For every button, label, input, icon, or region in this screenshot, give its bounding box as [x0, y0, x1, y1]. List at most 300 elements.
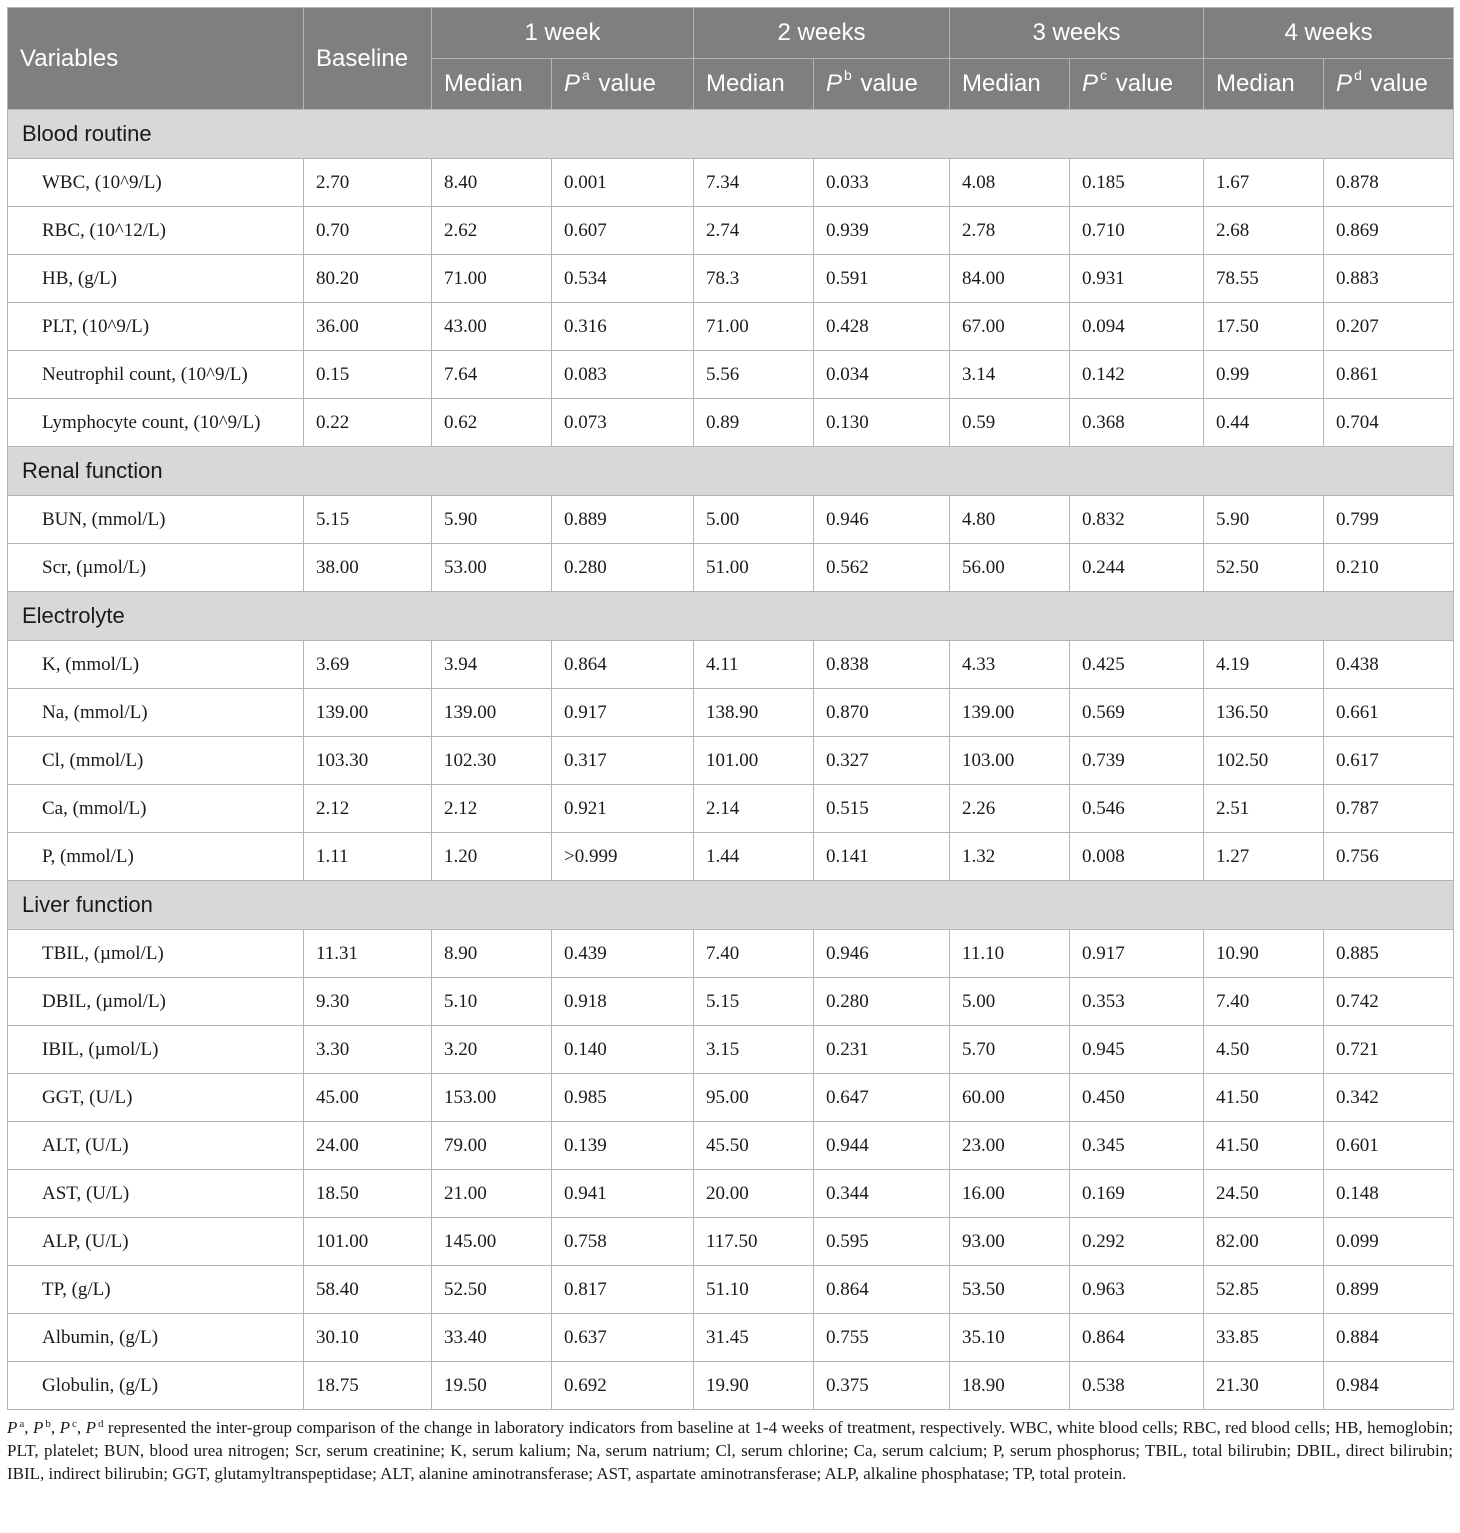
header-median-week-2: Median	[694, 59, 814, 110]
value-cell: 0.70	[304, 207, 432, 255]
value-cell: 0.99	[1204, 351, 1324, 399]
value-cell: 7.40	[1204, 978, 1324, 1026]
p-symbol: P	[1336, 70, 1353, 97]
variable-name-cell: TBIL, (µmol/L)	[8, 930, 304, 978]
table-row	[8, 255, 1454, 303]
value-cell: 0.918	[552, 978, 694, 1026]
value-cell: 0.344	[814, 1170, 950, 1218]
value-cell: 0.917	[552, 689, 694, 737]
variable-name-cell: Lymphocyte count, (10^9/L)	[8, 399, 304, 447]
value-cell: 0.755	[814, 1314, 950, 1362]
value-cell: 33.85	[1204, 1314, 1324, 1362]
value-cell: 145.00	[432, 1218, 552, 1266]
section-title: Liver function	[8, 881, 1454, 930]
table-row	[8, 737, 1454, 785]
value-cell: 0.864	[1070, 1314, 1204, 1362]
footnote-p-symbol: P	[7, 1418, 18, 1437]
value-cell: 0.130	[814, 399, 950, 447]
p-symbol: P	[1082, 70, 1099, 97]
value-cell: 139.00	[304, 689, 432, 737]
header-week-1: 1 week	[432, 8, 694, 59]
header-p-value-week-3	[1070, 59, 1204, 110]
table-row	[8, 1218, 1454, 1266]
footnote-text: represented the inter-group comparison of the change in laboratory indicators from baseline at 1-4 weeks of treatment, respectively. WBC, white blood cells; RBC, red blood cells; HB, hemoglobin; PLT, platelet; BUN, blood urea nitrogen; Scr, serum creatinine; K, serum kalium; Na, serum natrium; Cl, serum chlorine; Ca, serum calcium; P, serum phosphorus; TBIL, total bilirubin; DBIL, direct bilirubin; IBIL, indirect bilirubin; GGT, glutamyltranspeptidase; ALT, alanine aminotransferase; AST, aspartate aminotransferase; ALP, alkaline phosphatase; TP, total protein.	[7, 1418, 1454, 1483]
footnote-separator: ,	[76, 1418, 86, 1437]
header-week-3: 3 weeks	[950, 8, 1204, 59]
value-cell: 0.637	[552, 1314, 694, 1362]
variable-name-cell: DBIL, (µmol/L)	[8, 978, 304, 1026]
value-cell: 0.140	[552, 1026, 694, 1074]
value-cell: 102.50	[1204, 737, 1324, 785]
value-cell: 1.44	[694, 833, 814, 881]
variable-name-cell: Na, (mmol/L)	[8, 689, 304, 737]
header-median-week-4: Median	[1204, 59, 1324, 110]
value-cell: 139.00	[432, 689, 552, 737]
value-cell: 0.946	[814, 930, 950, 978]
p-superscript: d	[1354, 67, 1362, 83]
value-cell: 0.884	[1324, 1314, 1454, 1362]
value-cell: 51.10	[694, 1266, 814, 1314]
table-row	[8, 1026, 1454, 1074]
value-cell: 0.984	[1324, 1362, 1454, 1410]
value-cell: 24.00	[304, 1122, 432, 1170]
value-cell: 138.90	[694, 689, 814, 737]
header-p-value-week-1	[552, 59, 694, 110]
table-footnote	[7, 1416, 1453, 1485]
value-cell: 0.345	[1070, 1122, 1204, 1170]
value-cell: 4.80	[950, 496, 1070, 544]
results-table-container	[7, 7, 1453, 1485]
value-cell: 8.40	[432, 159, 552, 207]
value-cell: 0.917	[1070, 930, 1204, 978]
value-cell: 0.538	[1070, 1362, 1204, 1410]
value-cell: 0.931	[1070, 255, 1204, 303]
table-row	[8, 641, 1454, 689]
value-cell: 0.210	[1324, 544, 1454, 592]
value-cell: 0.292	[1070, 1218, 1204, 1266]
footnote-p-symbol: P	[59, 1418, 70, 1437]
value-cell: 0.231	[814, 1026, 950, 1074]
value-cell: 0.939	[814, 207, 950, 255]
value-cell: 21.00	[432, 1170, 552, 1218]
value-cell: 2.12	[432, 785, 552, 833]
value-cell: 0.591	[814, 255, 950, 303]
value-cell: 5.10	[432, 978, 552, 1026]
value-cell: 0.141	[814, 833, 950, 881]
value-cell: 0.375	[814, 1362, 950, 1410]
table-row	[8, 833, 1454, 881]
value-cell: 2.70	[304, 159, 432, 207]
value-cell: 67.00	[950, 303, 1070, 351]
value-cell: 31.45	[694, 1314, 814, 1362]
value-cell: 84.00	[950, 255, 1070, 303]
value-cell: 41.50	[1204, 1122, 1324, 1170]
value-cell: 19.90	[694, 1362, 814, 1410]
table-row	[8, 159, 1454, 207]
value-cell: 0.008	[1070, 833, 1204, 881]
value-cell: 117.50	[694, 1218, 814, 1266]
p-symbol: P	[826, 70, 843, 97]
variable-name-cell: Scr, (µmol/L)	[8, 544, 304, 592]
value-cell: 56.00	[950, 544, 1070, 592]
value-cell: 4.50	[1204, 1026, 1324, 1074]
value-cell: 0.353	[1070, 978, 1204, 1026]
variable-name-cell: WBC, (10^9/L)	[8, 159, 304, 207]
value-cell: 0.148	[1324, 1170, 1454, 1218]
value-cell: 0.787	[1324, 785, 1454, 833]
variable-name-cell: IBIL, (µmol/L)	[8, 1026, 304, 1074]
value-cell: 103.00	[950, 737, 1070, 785]
value-cell: 2.78	[950, 207, 1070, 255]
table-row	[8, 1122, 1454, 1170]
table-row	[8, 496, 1454, 544]
footnote-p-symbol: P	[32, 1418, 44, 1437]
value-cell: 0.099	[1324, 1218, 1454, 1266]
value-cell: 51.00	[694, 544, 814, 592]
value-cell: 0.883	[1324, 255, 1454, 303]
value-cell: 58.40	[304, 1266, 432, 1314]
value-cell: 41.50	[1204, 1074, 1324, 1122]
value-cell: 95.00	[694, 1074, 814, 1122]
value-cell: 0.094	[1070, 303, 1204, 351]
value-cell: 45.00	[304, 1074, 432, 1122]
variable-name-cell: Cl, (mmol/L)	[8, 737, 304, 785]
value-cell: 0.001	[552, 159, 694, 207]
variable-name-cell: PLT, (10^9/L)	[8, 303, 304, 351]
value-word: value	[598, 70, 656, 97]
value-cell: 0.62	[432, 399, 552, 447]
value-cell: 71.00	[694, 303, 814, 351]
table-row	[8, 1266, 1454, 1314]
variable-name-cell: Albumin, (g/L)	[8, 1314, 304, 1362]
value-cell: 0.15	[304, 351, 432, 399]
value-cell: 7.40	[694, 930, 814, 978]
header-baseline: Baseline	[304, 8, 432, 110]
value-cell: 0.562	[814, 544, 950, 592]
value-cell: 0.870	[814, 689, 950, 737]
value-cell: 139.00	[950, 689, 1070, 737]
footnote-p-superscript: b	[45, 1418, 51, 1430]
table-row	[8, 1362, 1454, 1410]
value-cell: 0.607	[552, 207, 694, 255]
value-cell: 0.22	[304, 399, 432, 447]
value-cell: 0.280	[552, 544, 694, 592]
value-cell: 0.617	[1324, 737, 1454, 785]
value-cell: 18.75	[304, 1362, 432, 1410]
header-p-value-week-2	[814, 59, 950, 110]
value-cell: 0.439	[552, 930, 694, 978]
section-row	[8, 447, 1454, 496]
value-cell: 78.55	[1204, 255, 1324, 303]
value-cell: 0.817	[552, 1266, 694, 1314]
value-cell: 10.90	[1204, 930, 1324, 978]
value-cell: 1.11	[304, 833, 432, 881]
value-cell: 53.00	[432, 544, 552, 592]
value-cell: 136.50	[1204, 689, 1324, 737]
value-cell: 4.19	[1204, 641, 1324, 689]
variable-name-cell: RBC, (10^12/L)	[8, 207, 304, 255]
section-title: Blood routine	[8, 110, 1454, 159]
value-cell: 4.08	[950, 159, 1070, 207]
value-cell: 1.20	[432, 833, 552, 881]
value-cell: 5.15	[304, 496, 432, 544]
value-cell: 2.14	[694, 785, 814, 833]
section-row	[8, 592, 1454, 641]
variable-name-cell: K, (mmol/L)	[8, 641, 304, 689]
header-median-week-3: Median	[950, 59, 1070, 110]
value-cell: 38.00	[304, 544, 432, 592]
value-cell: 78.3	[694, 255, 814, 303]
header-variables: Variables	[8, 8, 304, 110]
value-cell: 0.185	[1070, 159, 1204, 207]
value-cell: 0.899	[1324, 1266, 1454, 1314]
table-row	[8, 978, 1454, 1026]
value-cell: 0.739	[1070, 737, 1204, 785]
table-row	[8, 544, 1454, 592]
value-cell: 0.368	[1070, 399, 1204, 447]
variable-name-cell: Globulin, (g/L)	[8, 1362, 304, 1410]
value-cell: 0.316	[552, 303, 694, 351]
header-week-4: 4 weeks	[1204, 8, 1454, 59]
value-cell: 0.207	[1324, 303, 1454, 351]
value-cell: 0.601	[1324, 1122, 1454, 1170]
value-cell: 0.864	[552, 641, 694, 689]
value-cell: 0.534	[552, 255, 694, 303]
table-row	[8, 689, 1454, 737]
value-cell: 0.692	[552, 1362, 694, 1410]
value-cell: 0.878	[1324, 159, 1454, 207]
value-cell: 3.30	[304, 1026, 432, 1074]
table-row	[8, 1074, 1454, 1122]
value-cell: 21.30	[1204, 1362, 1324, 1410]
value-cell: 0.832	[1070, 496, 1204, 544]
value-cell: 1.27	[1204, 833, 1324, 881]
value-cell: 18.90	[950, 1362, 1070, 1410]
value-word: value	[1115, 70, 1174, 97]
value-cell: 0.073	[552, 399, 694, 447]
variable-name-cell: ALT, (U/L)	[8, 1122, 304, 1170]
table-row	[8, 207, 1454, 255]
table-row	[8, 785, 1454, 833]
variable-name-cell: HB, (g/L)	[8, 255, 304, 303]
value-cell: 0.317	[552, 737, 694, 785]
value-cell: 1.32	[950, 833, 1070, 881]
value-cell: 5.70	[950, 1026, 1070, 1074]
value-cell: 2.62	[432, 207, 552, 255]
header-row-weeks	[8, 8, 1454, 59]
value-cell: 0.941	[552, 1170, 694, 1218]
value-cell: 0.515	[814, 785, 950, 833]
value-cell: 9.30	[304, 978, 432, 1026]
value-cell: 153.00	[432, 1074, 552, 1122]
p-superscript: b	[844, 67, 852, 83]
footnote-p-superscript: c	[71, 1418, 77, 1430]
value-word: value	[860, 70, 918, 97]
footnote-p-symbol: P	[85, 1418, 96, 1437]
value-cell: 0.889	[552, 496, 694, 544]
value-cell: 93.00	[950, 1218, 1070, 1266]
value-cell: 0.838	[814, 641, 950, 689]
value-cell: 0.647	[814, 1074, 950, 1122]
variable-name-cell: AST, (U/L)	[8, 1170, 304, 1218]
value-cell: 0.280	[814, 978, 950, 1026]
value-cell: 24.50	[1204, 1170, 1324, 1218]
value-cell: 36.00	[304, 303, 432, 351]
value-cell: 4.11	[694, 641, 814, 689]
value-word: value	[1370, 70, 1428, 97]
value-cell: 18.50	[304, 1170, 432, 1218]
value-cell: 52.50	[432, 1266, 552, 1314]
footnote-separator: ,	[24, 1418, 33, 1437]
value-cell: 0.944	[814, 1122, 950, 1170]
footnote-p-superscript: a	[19, 1418, 25, 1430]
variable-name-cell: BUN, (mmol/L)	[8, 496, 304, 544]
value-cell: 5.00	[694, 496, 814, 544]
value-cell: 0.946	[814, 496, 950, 544]
section-title: Renal function	[8, 447, 1454, 496]
p-superscript: c	[1100, 67, 1108, 83]
value-cell: 43.00	[432, 303, 552, 351]
value-cell: 52.85	[1204, 1266, 1324, 1314]
value-cell: 8.90	[432, 930, 552, 978]
value-cell: 0.428	[814, 303, 950, 351]
value-cell: 33.40	[432, 1314, 552, 1362]
value-cell: 0.438	[1324, 641, 1454, 689]
value-cell: 0.546	[1070, 785, 1204, 833]
value-cell: 0.169	[1070, 1170, 1204, 1218]
value-cell: 0.569	[1070, 689, 1204, 737]
variable-name-cell: TP, (g/L)	[8, 1266, 304, 1314]
value-cell: 0.44	[1204, 399, 1324, 447]
value-cell: 0.139	[552, 1122, 694, 1170]
value-cell: 0.885	[1324, 930, 1454, 978]
value-cell: 30.10	[304, 1314, 432, 1362]
value-cell: 5.15	[694, 978, 814, 1026]
value-cell: 0.756	[1324, 833, 1454, 881]
value-cell: 2.68	[1204, 207, 1324, 255]
value-cell: 101.00	[694, 737, 814, 785]
value-cell: 0.450	[1070, 1074, 1204, 1122]
table-body	[8, 110, 1454, 1410]
value-cell: >0.999	[552, 833, 694, 881]
value-cell: 3.20	[432, 1026, 552, 1074]
table-row	[8, 930, 1454, 978]
value-cell: 102.30	[432, 737, 552, 785]
variable-name-cell: Neutrophil count, (10^9/L)	[8, 351, 304, 399]
section-row	[8, 110, 1454, 159]
value-cell: 20.00	[694, 1170, 814, 1218]
value-cell: 2.51	[1204, 785, 1324, 833]
value-cell: 3.15	[694, 1026, 814, 1074]
value-cell: 52.50	[1204, 544, 1324, 592]
value-cell: 3.94	[432, 641, 552, 689]
header-p-value-week-4	[1324, 59, 1454, 110]
value-cell: 5.56	[694, 351, 814, 399]
section-title: Electrolyte	[8, 592, 1454, 641]
value-cell: 101.00	[304, 1218, 432, 1266]
value-cell: 0.59	[950, 399, 1070, 447]
value-cell: 79.00	[432, 1122, 552, 1170]
value-cell: 0.921	[552, 785, 694, 833]
value-cell: 80.20	[304, 255, 432, 303]
value-cell: 5.00	[950, 978, 1070, 1026]
value-cell: 1.67	[1204, 159, 1324, 207]
value-cell: 0.425	[1070, 641, 1204, 689]
value-cell: 3.14	[950, 351, 1070, 399]
value-cell: 2.74	[694, 207, 814, 255]
variable-name-cell: ALP, (U/L)	[8, 1218, 304, 1266]
value-cell: 0.704	[1324, 399, 1454, 447]
value-cell: 0.327	[814, 737, 950, 785]
table-row	[8, 1314, 1454, 1362]
value-cell: 11.10	[950, 930, 1070, 978]
value-cell: 0.89	[694, 399, 814, 447]
value-cell: 53.50	[950, 1266, 1070, 1314]
value-cell: 0.721	[1324, 1026, 1454, 1074]
value-cell: 45.50	[694, 1122, 814, 1170]
p-symbol: P	[564, 70, 581, 97]
value-cell: 0.963	[1070, 1266, 1204, 1314]
footnote-p-superscript: d	[97, 1418, 104, 1430]
value-cell: 23.00	[950, 1122, 1070, 1170]
value-cell: 0.595	[814, 1218, 950, 1266]
value-cell: 0.799	[1324, 496, 1454, 544]
value-cell: 5.90	[1204, 496, 1324, 544]
variable-name-cell: GGT, (U/L)	[8, 1074, 304, 1122]
table-header	[8, 8, 1454, 110]
value-cell: 0.142	[1070, 351, 1204, 399]
lab-indicators-table	[7, 7, 1454, 1410]
value-cell: 0.033	[814, 159, 950, 207]
variable-name-cell: Ca, (mmol/L)	[8, 785, 304, 833]
value-cell: 0.661	[1324, 689, 1454, 737]
value-cell: 0.710	[1070, 207, 1204, 255]
value-cell: 0.861	[1324, 351, 1454, 399]
variable-name-cell: P, (mmol/L)	[8, 833, 304, 881]
value-cell: 0.985	[552, 1074, 694, 1122]
value-cell: 17.50	[1204, 303, 1324, 351]
value-cell: 0.342	[1324, 1074, 1454, 1122]
value-cell: 71.00	[432, 255, 552, 303]
value-cell: 103.30	[304, 737, 432, 785]
table-row	[8, 351, 1454, 399]
value-cell: 16.00	[950, 1170, 1070, 1218]
section-row	[8, 881, 1454, 930]
value-cell: 7.64	[432, 351, 552, 399]
header-median-week-1: Median	[432, 59, 552, 110]
value-cell: 82.00	[1204, 1218, 1324, 1266]
footnote-separator: ,	[50, 1418, 60, 1437]
header-week-2: 2 weeks	[694, 8, 950, 59]
value-cell: 4.33	[950, 641, 1070, 689]
value-cell: 0.742	[1324, 978, 1454, 1026]
table-row	[8, 399, 1454, 447]
value-cell: 11.31	[304, 930, 432, 978]
value-cell: 0.864	[814, 1266, 950, 1314]
value-cell: 7.34	[694, 159, 814, 207]
value-cell: 19.50	[432, 1362, 552, 1410]
value-cell: 0.869	[1324, 207, 1454, 255]
table-row	[8, 303, 1454, 351]
value-cell: 0.244	[1070, 544, 1204, 592]
value-cell: 3.69	[304, 641, 432, 689]
table-row	[8, 1170, 1454, 1218]
value-cell: 2.12	[304, 785, 432, 833]
value-cell: 35.10	[950, 1314, 1070, 1362]
value-cell: 0.945	[1070, 1026, 1204, 1074]
value-cell: 0.083	[552, 351, 694, 399]
value-cell: 2.26	[950, 785, 1070, 833]
